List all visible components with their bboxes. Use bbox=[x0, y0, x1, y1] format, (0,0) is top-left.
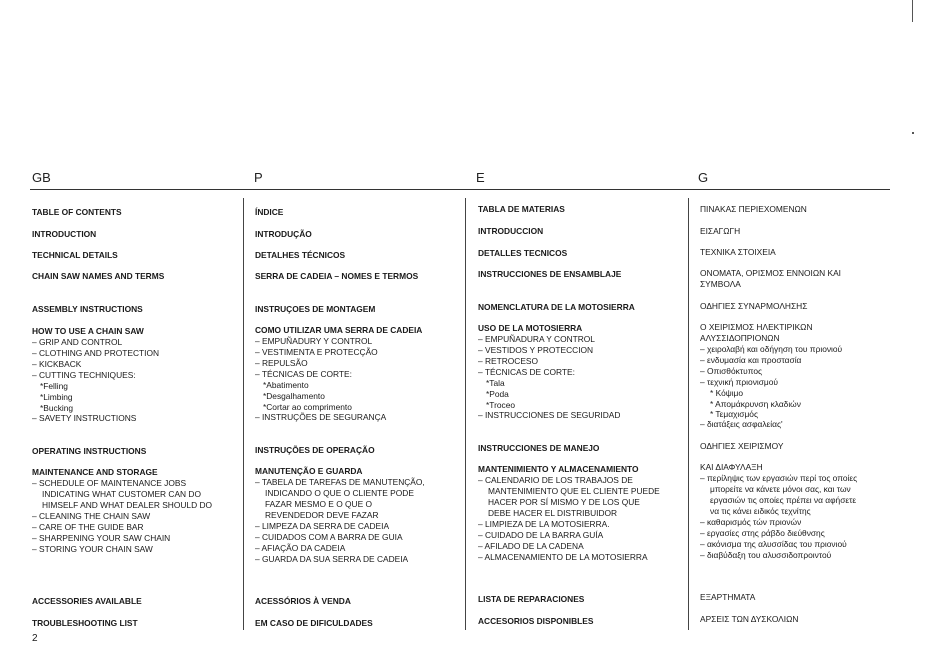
list-item: * Κόψιμο bbox=[710, 388, 744, 398]
list-item: – CARE OF THE GUIDE BAR bbox=[32, 522, 144, 532]
list-item: – EMPUÑADURY Y CONTROL bbox=[255, 336, 373, 346]
list-item: να τις κάνει ειδικός τεχνίτης bbox=[710, 506, 811, 516]
list-item: INDICANDO O QUE O CLIENTE PODE bbox=[265, 488, 414, 498]
list-item: *Bucking bbox=[40, 403, 74, 413]
section-heading: USO DE LA MOTOSIERRA bbox=[478, 323, 583, 333]
list-item: – GUARDA DA SUA SERRA DE CADEIA bbox=[255, 554, 409, 564]
list-item: – AFILADO DE LA CADENA bbox=[478, 541, 584, 551]
list-item: – CALENDARIO DE LOS TRABAJOS DE bbox=[478, 475, 633, 485]
list-item: – LIMPEZA DA SERRA DE CADEIA bbox=[255, 521, 390, 531]
section-heading: LISTA DE REPARACIONES bbox=[478, 594, 585, 604]
section-heading: SERRA DE CADEIA – NOMES E TERMOS bbox=[255, 271, 419, 281]
section-heading: INTRODUÇÃO bbox=[255, 229, 312, 239]
list-item: FAZAR MESMO E O QUE O bbox=[265, 499, 373, 509]
list-item: – CUTTING TECHNIQUES: bbox=[32, 370, 136, 380]
column-header-p: P bbox=[254, 170, 263, 185]
list-item: – TÉCNICAS DE CORTE: bbox=[255, 369, 352, 379]
list-item: *Abatimento bbox=[263, 380, 309, 390]
scan-mark bbox=[912, 0, 913, 22]
list-item: – VESTIDOS Y PROTECCION bbox=[478, 345, 594, 355]
list-item: – GRIP AND CONTROL bbox=[32, 337, 123, 347]
list-item: – REPULSÃO bbox=[255, 358, 308, 368]
list-item: ΟΔΗΓΙΕΣ ΣΥΝΑΡΜΟΛΗΣΗΣ bbox=[700, 301, 808, 311]
section-heading: INSTRUCCIONES DE ENSAMBLAJE bbox=[478, 269, 622, 279]
section-heading: NOMENCLATURA DE LA MOTOSIERRA bbox=[478, 302, 635, 312]
section-heading: OPERATING INSTRUCTIONS bbox=[32, 446, 147, 456]
list-item: – RETROCESO bbox=[478, 356, 539, 366]
section-heading: HOW TO USE A CHAIN SAW bbox=[32, 326, 144, 336]
list-item: ΟΝΟΜΑΤΑ, ΟΡΙΣΜΟΣ ΕΝΝΟΙΩΝ ΚΑΙ bbox=[700, 268, 842, 278]
list-item: ΣΥΜΒΟΛΑ bbox=[700, 279, 741, 289]
section-heading: TABLE OF CONTENTS bbox=[32, 207, 122, 217]
list-item: ΚΑΙ ΔΙΑΦΥΛΑΞΗ bbox=[700, 462, 763, 472]
section-heading: MANTENIMIENTO Y ALMACENAMIENTO bbox=[478, 464, 639, 474]
section-heading: MAINTENANCE AND STORAGE bbox=[32, 467, 158, 477]
section-heading: INSTRUÇÕES DE OPERAÇÃO bbox=[255, 445, 375, 455]
list-item: μπορείτε να κάνετε μόνοι σας, και των bbox=[710, 484, 851, 494]
section-heading: COMO UTILIZAR UMA SERRA DE CADEIA bbox=[255, 325, 423, 335]
list-item: – διατάξεις ασφαλείας' bbox=[700, 419, 783, 429]
list-item: – KICKBACK bbox=[32, 359, 82, 369]
list-item: * Απομάκρυνση κλαδιών bbox=[710, 399, 801, 409]
list-item: – CUIDADO DE LA BARRA GUÍA bbox=[478, 530, 604, 540]
column-header-g: G bbox=[698, 170, 709, 185]
list-item: – περίληψις των εργασιών περί τος οποίες bbox=[700, 473, 858, 483]
list-item: ΕΙΣΑΓΩΓΗ bbox=[700, 226, 741, 236]
header-rule bbox=[30, 189, 890, 190]
column-divider bbox=[465, 198, 466, 630]
list-item: – SAVETY INSTRUCTIONS bbox=[32, 413, 137, 423]
list-item: – χειρολαβή και οδήγηση του πριονιού bbox=[700, 344, 843, 354]
section-heading: ACESSÓRIOS À VENDA bbox=[255, 596, 351, 606]
section-heading: TROUBLESHOOTING LIST bbox=[32, 618, 138, 628]
list-item: – CLEANING THE CHAIN SAW bbox=[32, 511, 151, 521]
list-item: – STORING YOUR CHAIN SAW bbox=[32, 544, 153, 554]
list-item: *Tala bbox=[486, 378, 505, 388]
list-item: – ακόνισμα της αλυσσίδας του πριονιού bbox=[700, 539, 847, 549]
section-heading: ASSEMBLY INSTRUCTIONS bbox=[32, 304, 143, 314]
list-item: – LIMPIEZA DE LA MOTOSIERRA. bbox=[478, 519, 610, 529]
list-item: – CLOTHING AND PROTECTION bbox=[32, 348, 160, 358]
section-heading: INTRODUCCION bbox=[478, 226, 544, 236]
section-heading: TABLA DE MATERIAS bbox=[478, 204, 565, 214]
list-item: – AFIAÇÃO DA CADEIA bbox=[255, 543, 346, 553]
list-item: *Desgalhamento bbox=[263, 391, 325, 401]
section-heading: DETALHES TÉCNICOS bbox=[255, 250, 346, 260]
list-item: – SHARPENING YOUR SAW CHAIN bbox=[32, 533, 171, 543]
section-heading: ÍNDICE bbox=[255, 207, 284, 217]
list-item: HIMSELF AND WHAT DEALER SHOULD DO bbox=[42, 500, 213, 510]
list-item: *Cortar ao comprimento bbox=[263, 402, 352, 412]
section-heading: MANUTENÇÃO E GUARDA bbox=[255, 466, 363, 476]
list-item: – TÉCNICAS DE CORTE: bbox=[478, 367, 575, 377]
section-heading: DETALLES TECNICOS bbox=[478, 248, 568, 258]
list-item: *Poda bbox=[486, 389, 509, 399]
list-item: HACER POR SÍ MISMO Y DE LOS QUE bbox=[488, 497, 640, 507]
list-item: – VESTIMENTA E PROTECÇÃO bbox=[255, 347, 378, 357]
section-heading: INSTRUCCIONES DE MANEJO bbox=[478, 443, 600, 453]
list-item: MANTENIMIENTO QUE EL CLIENTE PUEDE bbox=[488, 486, 660, 496]
list-item: DEBE HACER EL DISTRIBUIDOR bbox=[488, 508, 618, 518]
list-item: – INSTRUCCIONES DE SEGURIDAD bbox=[478, 410, 621, 420]
list-item: – ενδυμασία και προστασία bbox=[700, 355, 802, 365]
list-item: REVENDEDOR DEVE FAZAR bbox=[265, 510, 379, 520]
list-item: – εργασίες στης ράβδο διεύθνσης bbox=[700, 528, 825, 538]
list-item: – διαβύδαξη του αλυσσιδοπροιντού bbox=[700, 550, 832, 560]
section-heading: EM CASO DE DIFICULDADES bbox=[255, 618, 373, 628]
column-divider bbox=[688, 198, 689, 630]
section-heading: INTRODUCTION bbox=[32, 229, 97, 239]
list-item: ΕΞΑΡΤΗΜΑΤΑ bbox=[700, 592, 756, 602]
list-item: ΟΔΗΓΙΕΣ ΧΕΙΡΙΣΜΟΥ bbox=[700, 441, 784, 451]
list-item: – Οπισθόκτυπος bbox=[700, 366, 763, 376]
list-item: – τεχνική πριονισμού bbox=[700, 377, 778, 387]
list-item: ΤΕΧΝΙΚΑ ΣΤΟΙΧΕΙΑ bbox=[700, 247, 776, 257]
list-item: εργασιών τις οποίες πρέπει να αφήσετε bbox=[710, 495, 857, 505]
section-heading: CHAIN SAW NAMES AND TERMS bbox=[32, 271, 165, 281]
column-divider bbox=[243, 198, 244, 630]
column-header-gb: GB bbox=[32, 170, 51, 185]
list-item: – INSTRUÇÕES DE SEGURANÇA bbox=[255, 412, 387, 422]
list-item: ΑΡΣΕΙΣ ΤΩΝ ΔΥΣΚΟΛΙΩΝ bbox=[700, 614, 799, 624]
list-item: *Felling bbox=[40, 381, 68, 391]
list-item: – EMPUÑADURA Y CONTROL bbox=[478, 334, 595, 344]
list-item: * Τεμαχισμός bbox=[710, 409, 758, 419]
list-item: *Limbing bbox=[40, 392, 73, 402]
section-heading: ACCESORIOS DISPONIBLES bbox=[478, 616, 594, 626]
section-heading: ACCESSORIES AVAILABLE bbox=[32, 596, 142, 606]
list-item: ΑΛΥΣΣΙΔΟΠΡΙΟΝΩΝ bbox=[700, 333, 780, 343]
list-item: Ο ΧΕΙΡΙΣΜΟΣ ΗΛΕΚΤΙΡΙΚΩΝ bbox=[700, 322, 813, 332]
list-item: ΠΙΝΑΚΑΣ ΠΕΡΙΕΧΟΜΕΝΩΝ bbox=[700, 204, 807, 214]
list-item: – SCHEDULE OF MAINTENANCE JOBS bbox=[32, 478, 187, 488]
section-heading: INSTRUÇOES DE MONTAGEM bbox=[255, 304, 376, 314]
list-item: *Troceo bbox=[486, 400, 516, 410]
list-item: – καθαρισμός τών πριονών bbox=[700, 517, 802, 527]
list-item: – ALMACENAMIENTO DE LA MOTOSIERRA bbox=[478, 552, 648, 562]
section-heading: TECHNICAL DETAILS bbox=[32, 250, 118, 260]
page-number: 2 bbox=[32, 633, 38, 644]
column-header-e: E bbox=[476, 170, 485, 185]
list-item: INDICATING WHAT CUSTOMER CAN DO bbox=[42, 489, 201, 499]
scan-mark bbox=[912, 132, 914, 134]
list-item: – TABELA DE TAREFAS DE MANUTENÇÃO, bbox=[255, 477, 425, 487]
list-item: – CUIDADOS COM A BARRA DE GUIA bbox=[255, 532, 403, 542]
